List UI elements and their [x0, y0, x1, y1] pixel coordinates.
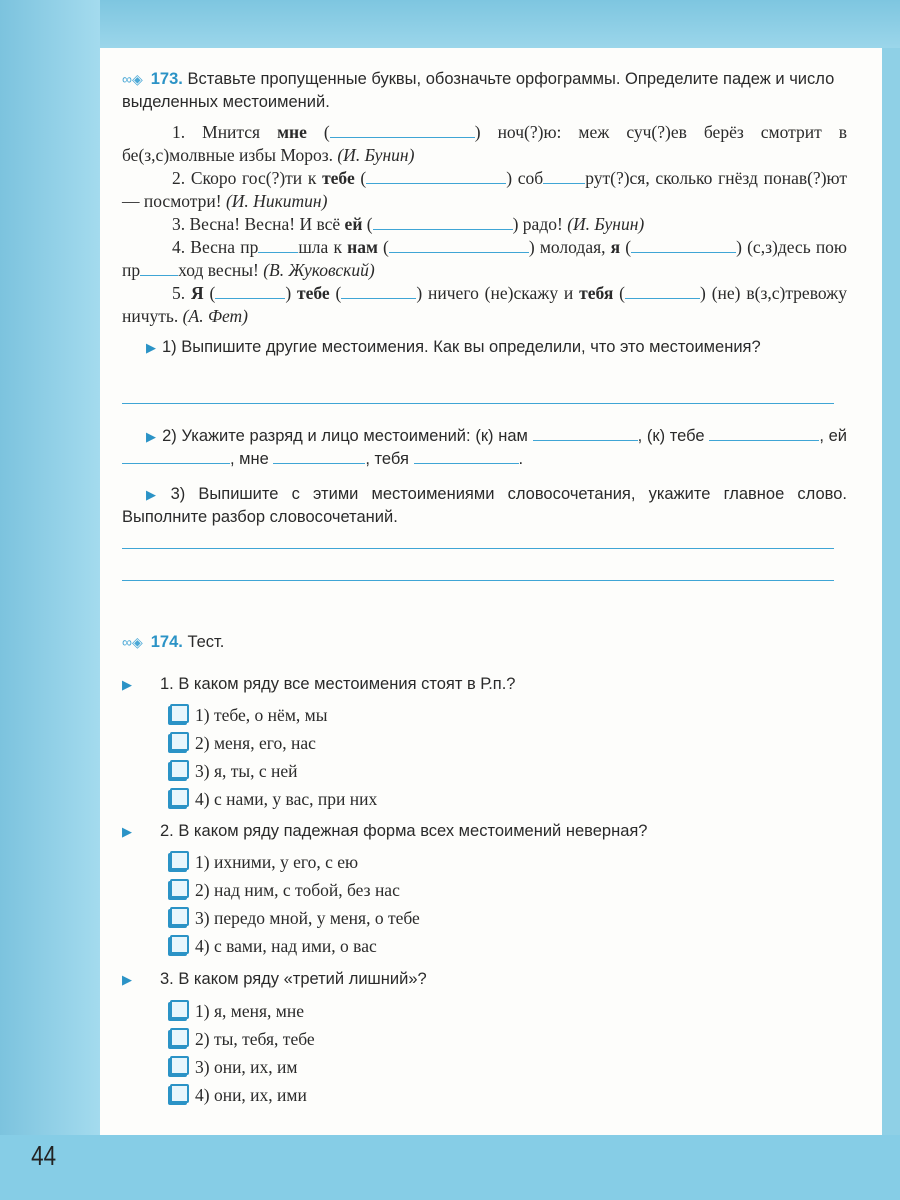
answer-line[interactable]: [122, 580, 834, 581]
checkbox[interactable]: [170, 1000, 189, 1019]
checkbox[interactable]: [170, 1028, 189, 1047]
answer-blank[interactable]: [625, 284, 700, 299]
exercise-173-instruction: [122, 68, 847, 114]
answer-blank-ei[interactable]: [122, 449, 230, 464]
checkbox[interactable]: [170, 732, 189, 751]
exercise-174-header: ∞◈ 174. Тест.: [122, 633, 225, 651]
task-1: ▶ 1) Выпишите другие местоимения. Как вы определили, что это местоимения?: [146, 338, 761, 356]
top-border: [0, 0, 900, 48]
option[interactable]: 1) тебе, о нём, мы: [170, 704, 327, 726]
binoculars-icon: ∞◈: [122, 71, 143, 87]
triangle-bullet-icon: ▶: [146, 340, 156, 355]
option[interactable]: 4) они, их, ими: [170, 1084, 307, 1106]
answer-blank[interactable]: [330, 123, 475, 138]
task-3: ▶ 3) Выпишите с этими местоимениями словосочетания, укажите главное слово. Выполните разбор словосочетаний.: [122, 485, 847, 526]
answer-blank-mne[interactable]: [273, 449, 365, 464]
checkbox[interactable]: [170, 704, 189, 723]
task-2: ▶ 2) Укажите разряд и лицо местоимений: (к) нам , (к) тебе , ей , мне , тебя .: [122, 425, 847, 471]
sentence-2: 2. Скоро гос(?)ти к тебе ( ) соб рут(?)ся, сколько гнёзд понав(?)ют — посмотри! (И. Никитин): [122, 168, 848, 211]
answer-blank[interactable]: [373, 215, 513, 230]
answer-line[interactable]: [122, 548, 834, 549]
sentence-5: 5. Я ( ) тебе ( ) ничего (не)скажу и тебя ( ) (не) в(з,с)тревожу ничуть. (А. Фет): [122, 283, 847, 326]
bottom-border: [0, 1135, 900, 1200]
sentence-4: 4. Весна пр шла к нам ( ) молодая, я ( ) (с,з)десь пою пр ход весны! (В. Жуковский): [122, 237, 848, 280]
checkbox[interactable]: [170, 907, 189, 926]
triangle-bullet-icon: ▶: [146, 429, 157, 444]
triangle-bullet-icon: ▶: [122, 972, 132, 987]
option[interactable]: 3) я, ты, с ней: [170, 760, 298, 782]
answer-blank[interactable]: [631, 238, 736, 253]
question-1: ▶ 1. В каком ряду все местоимения стоят в Р.п.?: [122, 675, 516, 693]
answer-blank-tebya[interactable]: [414, 449, 519, 464]
sentence-3: 3. Весна! Весна! И всё ей ( ) радо! (И. Бунин): [172, 214, 645, 234]
checkbox[interactable]: [170, 879, 189, 898]
triangle-bullet-icon: ▶: [122, 677, 132, 692]
option[interactable]: 4) с нами, у вас, при них: [170, 788, 377, 810]
question-2: ▶ 2. В каком ряду падежная форма всех местоимений неверная?: [122, 822, 648, 840]
letter-blank[interactable]: [258, 238, 298, 253]
answer-blank[interactable]: [366, 169, 506, 184]
option[interactable]: 2) меня, его, нас: [170, 732, 316, 754]
left-border: [0, 0, 100, 1200]
exercise-number: 173.: [150, 70, 183, 88]
instruction-text: Вставьте пропущенные буквы, обозначьте орфограммы. Определите падеж и число выделенных местоимений.: [122, 70, 835, 111]
checkbox[interactable]: [170, 935, 189, 954]
answer-blank[interactable]: [215, 284, 285, 299]
option[interactable]: 3) передо мной, у меня, о тебе: [170, 907, 420, 929]
answer-blank-tebe[interactable]: [709, 426, 819, 441]
checkbox[interactable]: [170, 851, 189, 870]
triangle-bullet-icon: ▶: [122, 824, 132, 839]
page-number: 44: [31, 1140, 57, 1171]
option[interactable]: 1) я, меня, мне: [170, 1000, 304, 1022]
option[interactable]: 3) они, их, им: [170, 1056, 298, 1078]
answer-blank[interactable]: [341, 284, 416, 299]
option[interactable]: 4) с вами, над ими, о вас: [170, 935, 377, 957]
sentence-1: 1. Мнится мне ( ) ноч(?)ю: меж суч(?)ев берёз смотрит в бе(з,с)молвные избы Мороз. (И. Бунин): [122, 122, 848, 165]
binoculars-icon: ∞◈: [122, 634, 143, 650]
answer-blank[interactable]: [389, 238, 529, 253]
question-3: ▶ 3. В каком ряду «третий лишний»?: [122, 970, 427, 988]
option[interactable]: 2) над ним, с тобой, без нас: [170, 879, 400, 901]
letter-blank[interactable]: [543, 169, 585, 184]
checkbox[interactable]: [170, 1084, 189, 1103]
option[interactable]: 2) ты, тебя, тебе: [170, 1028, 315, 1050]
answer-line[interactable]: [122, 403, 834, 404]
checkbox[interactable]: [170, 760, 189, 779]
letter-blank[interactable]: [140, 261, 178, 276]
exercise-173-sentences: [122, 121, 847, 328]
option[interactable]: 1) ихними, у его, с ею: [170, 851, 358, 873]
checkbox[interactable]: [170, 1056, 189, 1075]
checkbox[interactable]: [170, 788, 189, 807]
answer-blank-nam[interactable]: [533, 426, 638, 441]
triangle-bullet-icon: ▶: [146, 487, 165, 502]
